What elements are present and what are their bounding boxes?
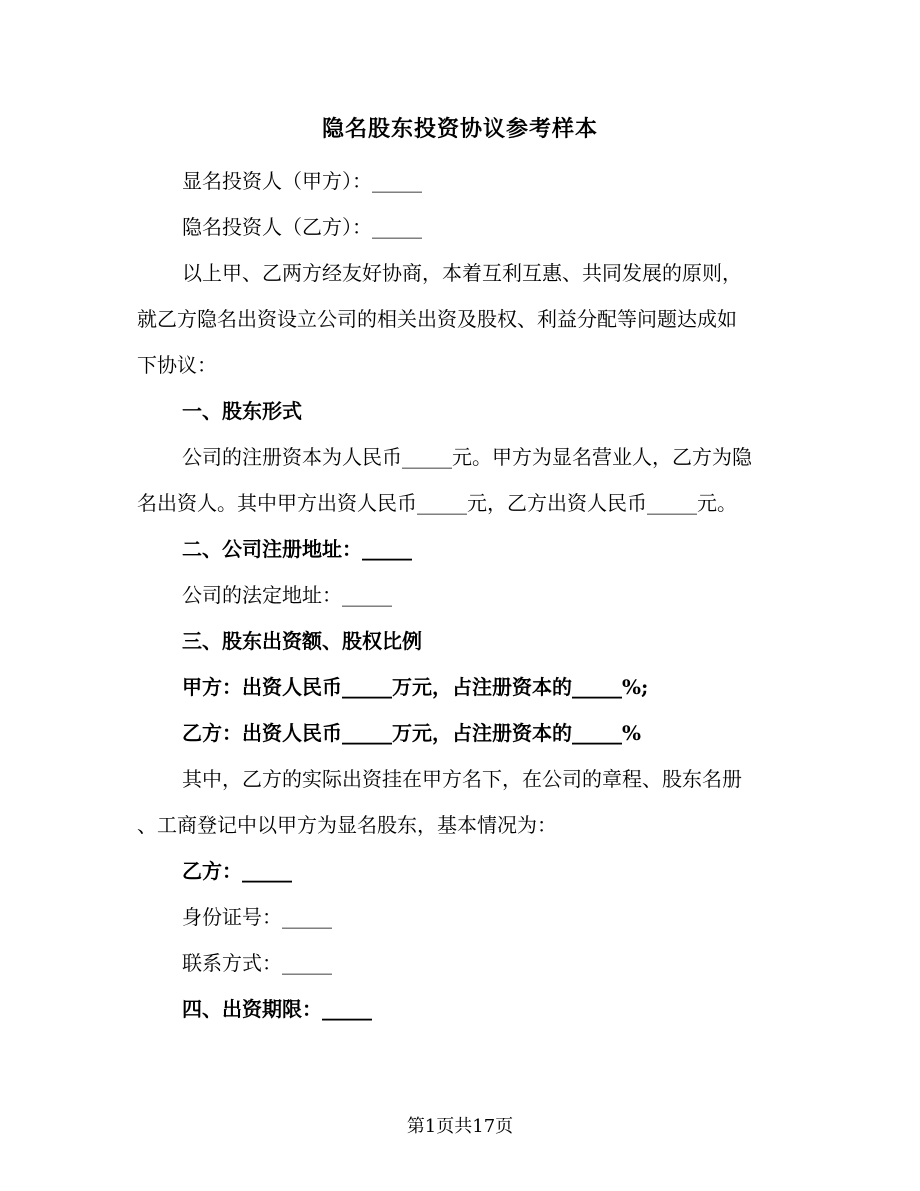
party-a-contribution: 甲方：出资人民币_____万元，占注册资本的_____%; [182,675,649,699]
party-b-label: 乙方：_____ [182,859,292,883]
intro-line-1: 以上甲、乙两方经友好协商，本着互利互惠、共同发展的原则， [182,261,742,285]
intro-line-2: 就乙方隐名出资设立公司的相关出资及股权、利益分配等问题达成如 [137,307,737,331]
section-1-text-1: 公司的注册资本为人民币_____元。甲方为显名营业人，乙方为隐 [182,445,752,469]
document-title: 隐名股东投资协议参考样本 [321,116,598,142]
section-1-text-2: 名出资人。其中甲方出资人民币_____元，乙方出资人民币_____元。 [137,491,737,515]
section-2-heading: 二、公司注册地址：_____ [182,537,412,561]
section-3-text-2: 、工商登记中以甲方为显名股东，基本情况为： [137,813,557,837]
section-3-heading: 三、股东出资额、股权比例 [182,629,422,653]
intro-line-3: 下协议： [137,353,217,377]
legal-address-line: 公司的法定地址：_____ [182,583,392,607]
contact-line: 联系方式：_____ [182,951,332,975]
page-footer: 第1页共17页 [406,1116,514,1137]
section-1-heading: 一、股东形式 [182,399,302,423]
party-b-line: 隐名投资人（乙方）：_____ [182,215,422,239]
section-4-heading: 四、出资期限：_____ [182,997,372,1021]
section-3-text-1: 其中，乙方的实际出资挂在甲方名下，在公司的章程、股东名册 [182,767,742,791]
id-number-line: 身份证号：_____ [182,905,332,929]
party-b-contribution: 乙方：出资人民币_____万元，占注册资本的_____% [182,721,642,745]
party-a-line: 显名投资人（甲方）：_____ [182,169,422,193]
